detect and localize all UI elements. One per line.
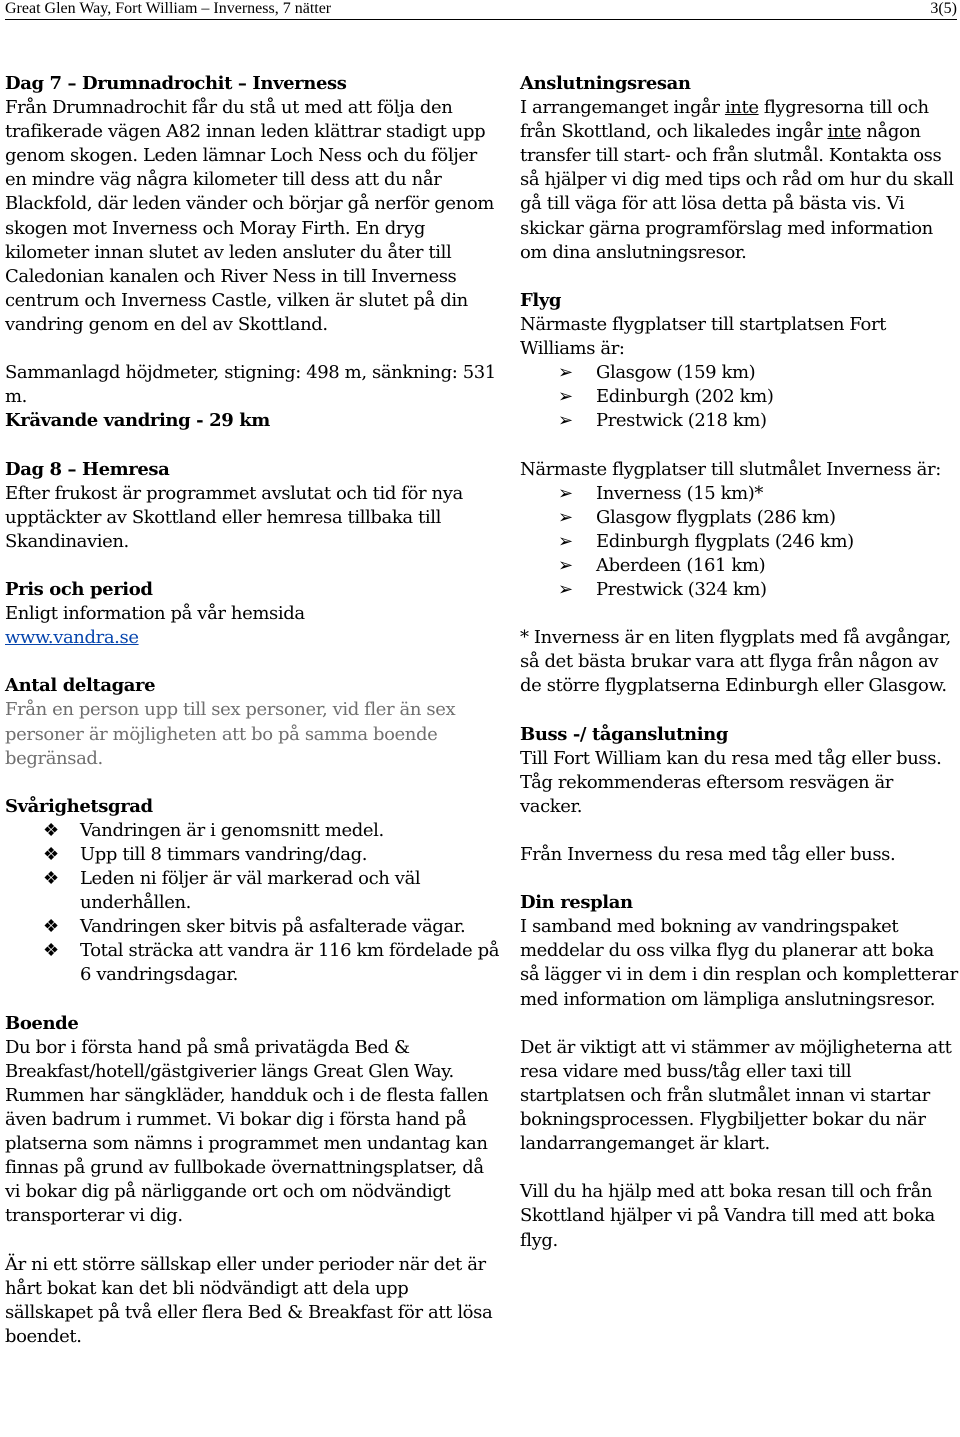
connection-heading: Anslutningsresan [520,73,691,94]
day7-heading: Dag 7 – Drumnadrochit – Inverness [5,73,347,94]
arrowhead-bullet-icon: ➢ [558,410,573,432]
list-item: ➢ Prestwick (324 km) [520,578,958,602]
list-item: ➢ Glasgow flygplats (286 km) [520,506,958,530]
day8-heading: Dag 8 – Hemresa [5,458,170,480]
plan-text: I samband med bokning av vandringspaket meddelar du oss vilka flyg du planerar att boka så lägger vi in dem i din resplan och kompletterar med information om lämpliga anslutningsresor. [520,916,958,1010]
price-text: Enligt information på vår hemsida [5,603,305,625]
day7-difficulty: Krävande vandring - 29 km [5,410,270,432]
start-airports-list [520,361,958,433]
arrowhead-bullet-icon: ➢ [558,530,573,552]
list-item: ❖ Leden ni följer är väl markerad och väl underhållen. [43,868,421,914]
day8-text: Efter frukost är programmet avslutat och tid för nya upptäckter av Skottland eller hemresa tillbaka till Skandinavien. [5,482,463,552]
right-column [520,72,958,1253]
list-item: ❖ Upp till 8 timmars vandring/dag. [5,843,500,867]
list-item: ➢ Prestwick (218 km) [520,409,958,433]
arrowhead-bullet-icon: ➢ [558,362,573,384]
participants-text: Från en person upp till sex personer, vid fler än sex personer är möjligheten att bo på samma boende begränsad. [5,699,456,769]
website-link[interactable]: www.vandra.se [5,627,139,649]
list-item: ➢ Edinburgh flygplats (246 km) [520,530,958,554]
plan-text-3: Vill du ha hjälp med att boka resan till och från Skottland hjälper vi på Vandra till med att boka flyg. [520,1181,935,1251]
diamond-bullet-icon: ❖ [43,868,59,890]
day7-elevation: Sammanlagd höjdmeter, stigning: 498 m, sänkning: 531 m. [5,362,496,408]
day7-text: Från Drumnadrochit får du stå ut med att följa den trafikerade vägen A82 innan leden klättrar stadigt upp genom skogen. Leden lämnar Loch Ness och du följer en mindre väg några kilometer till dess att du når Blackfold, där leden vänder och börjar gå nerför genom skogen mot Inverness och Moray Firth. En dryg kilometer innan slutet av leden ansluter du åter till Caledonian kanalen och River Ness in till Inverness centrum och Inverness Castle, vilken är slutet på din vandring genom en del av Skottland. [5,97,494,335]
accommodation-text: Du bor i första hand på små privatägda Bed & Breakfast/hotell/gästgiverier längs Great Glen Way. Rummen har sängkläder, handduk och i de flesta fallen även badrum i rummet. Vi bokar dig i första hand på platserna som nämns i programmet men undantag kan finnas på grund av fullbokade övernattningsplatser, då vi bokar dig på närliggande ort och om nödvändigt transporterar vi dig. [5,1036,489,1227]
diamond-bullet-icon: ❖ [43,940,59,962]
arrowhead-bullet-icon: ➢ [558,578,573,600]
end-airports-list [520,482,958,602]
accommodation-text-2: Är ni ett större sällskap eller under perioder när det är hårt bokat kan det bli nödvändigt att dela upp sällskapet på två eller flera Bed & Breakfast för att lösa boendet. [5,1253,493,1347]
flight-start-intro: Närmaste flygplatser till startplatsen Fort Williams är: [520,313,886,360]
bus-text: Till Fort William kan du resa med tåg eller buss. Tåg rekommenderas eftersom resvägen är vacker. [520,747,942,817]
price-heading: Pris och period [5,578,153,600]
arrowhead-bullet-icon: ➢ [558,554,573,576]
flight-heading: Flyg [520,289,562,311]
plan-text-2: Det är viktigt att vi stämmer av möjligheterna att resa vidare med buss/tåg eller taxi till startplatsen och från slutmålet innan vi startar bokningsprocessen. Flygbiljetter bokar du när landarrangemanget är klart. [520,1036,952,1155]
arrowhead-bullet-icon: ➢ [558,386,573,408]
list-item: ➢ Glasgow (159 km) [520,361,958,385]
list-item: ❖ Vandringen sker bitvis på asfalterade vägar. [5,915,500,939]
left-column [5,72,500,1349]
difficulty-list [5,819,500,988]
arrowhead-bullet-icon: ➢ [558,482,573,504]
list-item: ❖ Total sträcka att vandra är 116 km fördelade på 6 vandringsdagar. [43,940,500,986]
page-number: 3(5) [930,0,957,17]
page-header [5,0,957,20]
difficulty-heading: Svårighetsgrad [5,795,153,817]
diamond-bullet-icon: ❖ [43,844,59,865]
flight-end-intro: Närmaste flygplatser till slutmålet Inverness är: [520,458,941,480]
list-item: ❖ Vandringen är i genomsnitt medel. [5,819,500,843]
bus-text-2: Från Inverness du resa med tåg eller buss. [520,844,896,865]
list-item: ➢ Edinburgh (202 km) [520,385,958,409]
flight-note: * Inverness är en liten flygplats med få avgångar, så det bästa brukar vara att flyga från någon av de större flygplatserna Edinburgh eller Glasgow. [520,627,951,697]
plan-heading: Din resplan [520,892,633,914]
participants-heading: Antal deltagare [5,675,156,697]
accommodation-heading: Boende [5,1012,79,1034]
diamond-bullet-icon: ❖ [43,916,59,938]
document-title: Great Glen Way, Fort William – Inverness, 7 nätter [5,0,332,17]
diamond-bullet-icon: ❖ [43,819,59,841]
list-item: ➢ Aberdeen (161 km) [520,554,958,578]
connection-text: I arrangemanget ingår inte flygresorna till och från Skottland, och likaledes ingår inte någon transfer till start- och från slutmål. Kontakta oss så hjälper vi dig med tips och råd om hur du skall gå till väga för att lösa detta på bästa vis. Vi skickar gärna programförslag med information om dina anslutningsresor. [520,97,954,263]
bus-heading: Buss -/ tåganslutning [520,723,729,745]
list-item: ➢ Inverness (15 km)* [520,482,958,506]
arrowhead-bullet-icon: ➢ [558,506,573,528]
